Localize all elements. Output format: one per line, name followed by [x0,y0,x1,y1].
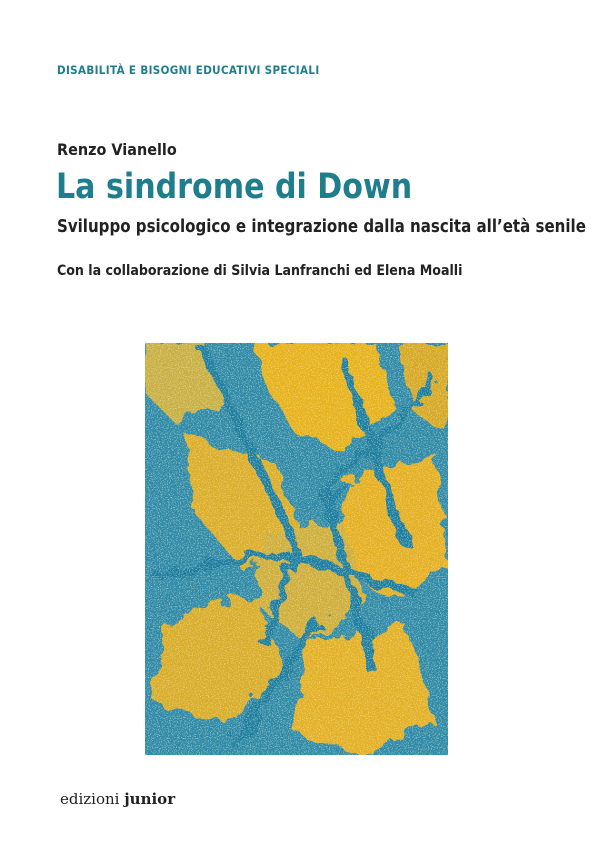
publisher-prefix: edizioni [60,790,120,808]
book-subtitle: Sviluppo psicologico e integrazione dalla nascita all’età senile [57,217,586,237]
series-name: DISABILITÀ E BISOGNI EDUCATIVI SPECIALI [57,63,320,77]
collaboration-line: Con la collaborazione di Silvia Lanfranchi ed Elena Moalli [57,263,463,279]
author-name: Renzo Vianello [57,140,177,159]
abstract-painting-art [145,343,448,755]
book-title: La sindrome di Down [56,167,413,207]
publisher-brand: junior [124,790,176,808]
publisher-logo [60,790,175,808]
